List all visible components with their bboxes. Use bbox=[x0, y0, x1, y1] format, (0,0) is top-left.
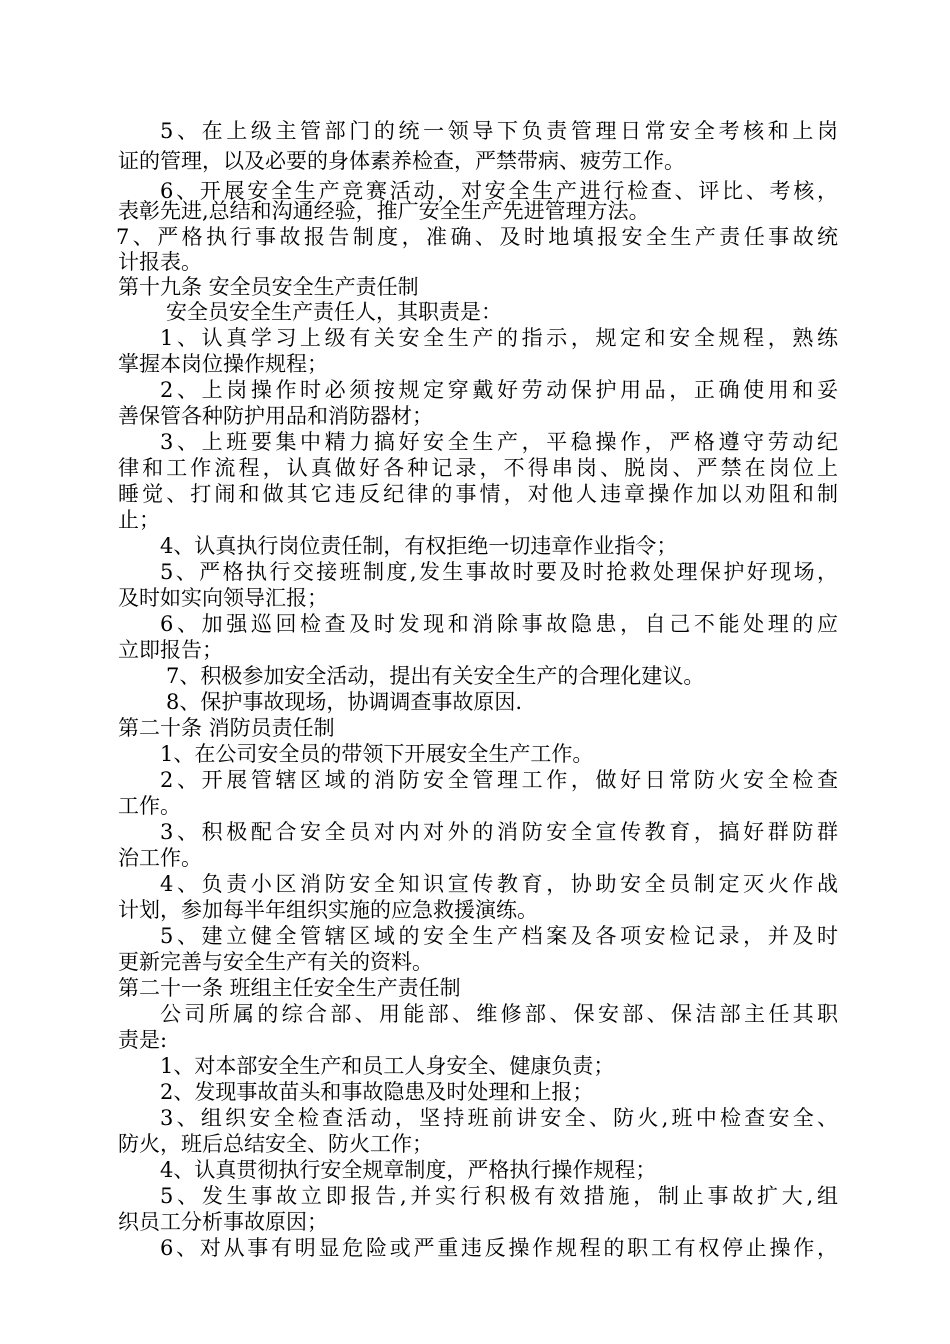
paragraph-line: 2、发现事故苗头和事故隐患及时处理和上报； bbox=[160, 1080, 594, 1104]
paragraph-line: 计划，参加每半年组织实施的应急救援演练。 bbox=[118, 898, 538, 922]
paragraph-line: 1、对本部安全生产和员工人身安全、健康负责； bbox=[160, 1054, 615, 1078]
paragraph-line: 防火，班后总结安全、防火工作； bbox=[118, 1132, 433, 1156]
paragraph-line: 工作。 bbox=[118, 794, 181, 818]
paragraph-line: 更新完善与安全生产有关的资料。 bbox=[118, 950, 433, 974]
paragraph-line: 公司所属的综合部、用能部、维修部、保安部、保洁部主任其职 bbox=[160, 1002, 838, 1026]
paragraph-line: 治工作。 bbox=[118, 846, 202, 870]
paragraph-line: 织员工分析事故原因； bbox=[118, 1210, 328, 1234]
paragraph-line: 5、在上级主管部门的统一领导下负责管理日常安全考核和上岗 bbox=[160, 119, 838, 143]
paragraph-line: 7、积极参加安全活动，提出有关安全生产的合理化建议。 bbox=[166, 664, 705, 688]
paragraph-line: 安全员安全生产责任人，其职责是： bbox=[166, 300, 502, 324]
paragraph-line: 6、对从事有明显危险或严重违反操作规程的职工有权停止操作， bbox=[160, 1236, 838, 1260]
paragraph-line: 1、认真学习上级有关安全生产的指示，规定和安全规程，熟练 bbox=[160, 326, 838, 350]
paragraph-line: 止； bbox=[118, 508, 160, 532]
paragraph-line: 及时如实向领导汇报； bbox=[118, 586, 328, 610]
paragraph-line: 律和工作流程，认真做好各种记录，不得串岗、脱岗、严禁在岗位上 bbox=[118, 456, 838, 480]
paragraph-line: 睡觉、打闹和做其它违反纪律的事情，对他人违章操作加以劝阻和制 bbox=[118, 482, 838, 506]
paragraph-line: 4、认真执行岗位责任制，有权拒绝一切违章作业指令； bbox=[160, 534, 678, 558]
paragraph-line: 6、开展安全生产竞赛活动，对安全生产进行检查、评比、考核， bbox=[160, 179, 838, 203]
paragraph-line: 4、负责小区消防安全知识宣传教育，协助安全员制定灭火作战 bbox=[160, 872, 838, 896]
paragraph-line: 5、严格执行交接班制度,发生事故时要及时抢救处理保护好现场， bbox=[160, 560, 838, 584]
paragraph-line: 4、认真贯彻执行安全规章制度，严格执行操作规程； bbox=[160, 1158, 657, 1182]
paragraph-line: 3、组织安全检查活动，坚持班前讲安全、防火,班中检查安全、 bbox=[160, 1106, 838, 1130]
paragraph-line: 善保管各种防护用品和消防器材； bbox=[118, 404, 433, 428]
paragraph-line: 1、在公司安全员的带领下开展安全生产工作。 bbox=[160, 742, 594, 766]
paragraph-line: 2、开展管辖区域的消防安全管理工作，做好日常防火安全检查 bbox=[160, 768, 838, 792]
paragraph-line: 计报表。 bbox=[118, 250, 202, 274]
paragraph-line: 6、加强巡回检查及时发现和消除事故隐患，自己不能处理的应 bbox=[160, 612, 838, 636]
paragraph-line: 立即报告； bbox=[118, 638, 223, 662]
section-heading: 第十九条 安全员安全生产责任制 bbox=[118, 275, 419, 299]
paragraph-line: 掌握本岗位操作规程； bbox=[118, 352, 328, 376]
paragraph-line: 5、建立健全管辖区域的安全生产档案及各项安检记录，并及时 bbox=[160, 924, 838, 948]
section-heading: 第二十条 消防员责任制 bbox=[118, 716, 335, 740]
paragraph-line: 8、保护事故现场，协调调查事故原因. bbox=[166, 690, 523, 714]
paragraph-line: 3、上班要集中精力搞好安全生产，平稳操作，严格遵守劳动纪 bbox=[160, 430, 838, 454]
paragraph-line: 责是: bbox=[118, 1028, 168, 1052]
paragraph-line: 表彰先进,总结和沟通经验，推广安全生产先进管理方法。 bbox=[118, 199, 650, 223]
paragraph-line: 5、发生事故立即报告,并实行积极有效措施，制止事故扩大,组 bbox=[160, 1184, 838, 1208]
paragraph-line: 2、上岗操作时必须按规定穿戴好劳动保护用品，正确使用和妥 bbox=[160, 378, 838, 402]
paragraph-line: 证的管理，以及必要的身体素养检查，严禁带病、疲劳工作。 bbox=[118, 149, 685, 173]
section-heading: 第二十一条 班组主任安全生产责任制 bbox=[118, 976, 461, 1000]
paragraph-line: 7、严格执行事故报告制度，准确、及时地填报安全生产责任事故统 bbox=[116, 225, 838, 249]
paragraph-line: 3、积极配合安全员对内对外的消防安全宣传教育，搞好群防群 bbox=[160, 820, 838, 844]
